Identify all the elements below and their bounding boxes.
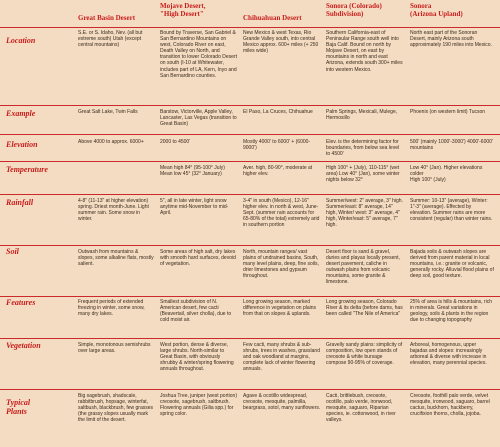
cell-location-mojave: Bound by Traverse, San Gabriel & San Bernardino Mountains on west, Colorado River on east, Death Valley on North, and transition to lower Colorado Desert on south (I-10 at Whitewater, includes part of LA, Kern, Inyo and San Bernardino counties. [160,30,237,79]
cell-vegetation-mojave: West portion, dense & diverse, large shrubs. North-similar to Great Basin, with obviously shrubby & winter/spring flowering annuals throughout. [160,342,234,373]
row-label-soil: Soil [6,247,19,256]
cell-vegetation-great-basin: Simple, monotonous semishrubs over large areas. [78,342,151,355]
cell-temperature-sonora-colorado: High 100° + (July), 110-115° (wet area) Low 40° (Jan), some winter nights below 32° [326,165,400,184]
cell-location-sonora-colorado: Southern California-east of Peninsular Range south well into Baja Calif. Bound on north by Mojave Desert, on east by mountains in north and east Arizona, extends south 300+ miles into western Mexico. [326,30,403,73]
cell-rainfall-mojave: 5", all in late winter, light snow anytime mid-November to mid-April. [160,198,229,217]
cell-example-great-basin: Great Salt Lake, Twin Falls [78,109,138,115]
cell-location-great-basin: S.E. or S. Idaho, Nev. (all but extreme south) Utah (except central mountains) [78,30,143,49]
cell-example-mojave: Barstow, Victorville, Apple Valley, Lancaster, Las Vegas (transition to Great Basin) [160,109,237,128]
cell-location-chihuahuan: New Mexico & west Texas, Rio Grande Valley south, into central Mexico approx. 600+ miles (+ 250 miles wide) [243,30,319,55]
column-header-mojave: Mojave Desert, "High Desert" [160,2,206,18]
cell-vegetation-sonora-colorado: Gravelly sandy plains: simplicity of composition, low open stands of creosote & white bursage compose 90-95% of coverage. [326,342,403,367]
cell-plants-chihuahuan: Agave & ocotillo widespread, creosote, mesquite, palmilla, beargrass, sotol, many sunflowers. [243,393,321,412]
cell-features-great-basin: Frequent periods of extended freezing in winter, some snow, many dry lakes. [78,299,145,318]
cell-rainfall-sonora-colorado: Summer/west: 2" average, 3" high. Summer/east: 8" average, 14" high, Winter/ west: 3" average, 4" high, Winter/east: 5" average, 7" high. [326,198,403,229]
row-separator [0,27,500,28]
column-header-great-basin: Great Basin Desert [78,14,136,22]
cell-temperature-great-basin [78,165,154,193]
cell-example-sonora-colorado: Palm Springs, Mexicali, Mulege, Hermosillo [326,109,398,122]
cell-rainfall-sonora-arizona: Summer: 10-13" (average), Winter: 1"-3" (average). Effected by elevation. Summer rains are more consistent (regular) than winter rains. [410,198,493,223]
cell-plants-sonora-colorado: Cacti, brittlebush, creosote, ocotillo, palo verde, ironwood, mesquite, saguaro, Riparian species, ie. cottonwood, in river valleys. [326,393,396,424]
cell-rainfall-great-basin: 4-8" (11-13" at higher elevation) spring. Driest month-June. Light summer rain. Some snow in winter. [78,198,149,223]
cell-elevation-great-basin: Above 4000 to approx. 6000+ [78,139,144,145]
row-separator [0,389,500,390]
row-label-features: Features [6,298,36,307]
cell-plants-great-basin: Big sagebrush, shadscale, rabbitbrush, hopsage, winterfat, saltbush, blackbrush, few grasses (the grassy slopes usually mark the limit of the desert. [78,393,154,424]
row-separator [0,245,500,246]
cell-features-chihuahuan: Long growing season, marked difference in vegetation on plains from that on slopes & uplands. [243,299,317,318]
row-label-example: Example [6,109,36,118]
cell-temperature-sonora-arizona: Low 40° (Jan). Higher elevations colder High 100° (July) [410,165,483,184]
cell-example-sonora-arizona: Phoenix (on western limit) Tucson [410,109,486,115]
row-separator [0,161,500,162]
column-header-sonora-colorado: Sonora (Colorado) Subdivision) [326,2,382,18]
row-label-location: Location [6,36,36,45]
cell-soil-sonora-arizona: Bajada soils & outwash slopes are derived from parent material in local mountains, i.e.: granite or volcanic, generally rocky. Alluvial flood plains of deep soil, good texture. [410,249,494,280]
cell-soil-mojave: Some areas of high salt, dry lakes with smooth hard surfaces, devoid of vegetation. [160,249,236,268]
row-label-typical-plants: Typical Plants [6,398,31,416]
cell-soil-chihuahuan: North, mountain ranges/ vast plains of undrained basins, South, many level plains, deep, fine soils, drier limestones and gypsum throughout. [243,249,319,280]
cell-temperature-mojave: Mean high 84° (95-100° July) Mean low 45° (32° January) [160,165,225,178]
cell-example-chihuahuan: El Paso, La Cruces, Chihuahue [243,109,313,115]
column-header-chihuahuan: Chihuahuan Desert [243,14,302,22]
cell-rainfall-chihuahuan: 3-4" in south (Mexico), 12-16" higher elev. in north & west, June-Sept. (summer rain accounts for 65-80% of the total) extremely arid in southern portion [243,198,320,229]
cell-soil-sonora-colorado: Desert floor is sand & gravel, duries and playas locally present, desert pavement, caliche in outwash plains from volcanic mountains, some granite & limestone. [326,249,400,286]
cell-elevation-mojave: 2000 to 4500' [160,139,191,145]
cell-features-sonora-colorado: Long growing season, Colorado River & its delta (before dams, has been called "The Nile of America" [326,299,403,318]
cell-location-sonora-arizona: North east part of the Sonoran Desert, mainly Arizona south approximately 190 miles into Mexico. [410,30,492,49]
cell-features-mojave: Smallest subdivision of N. American desert, few cacti (Beavertail, silver cholla), due to cold moist air. [160,299,232,324]
row-label-vegetation: Vegetation [6,341,41,350]
row-label-elevation: Elevation [6,140,38,149]
cell-plants-mojave: Joshua Tree, juniper (west portion) creosote, sagebrush, saltbrush. Flowering annuals (Gilia spp.) for spring color. [160,393,237,418]
row-separator [0,194,500,195]
row-separator [0,296,500,297]
cell-elevation-chihuahuan: Mostly 4000' to 6000' + (6000-9000') [243,139,311,152]
cell-temperature-chihuahuan: Aver. high, 80-90°, moderate at higher elev. [243,165,313,178]
cell-elevation-sonora-colorado: Elev. is the determining factor for boundaries, from below sea level to 4500' [326,139,400,158]
cell-vegetation-chihuahuan: Few cacti, many shrubs & sub-shrubs, trees in washes, grassland and oak woodland at margins, complete lack of winter flowering annuals. [243,342,320,373]
row-separator [0,105,500,106]
row-separator [0,338,500,339]
row-label-temperature: Temperature [6,165,48,174]
cell-vegetation-sonora-arizona: Arboreal, homogenous, upper bajadas and slopes: increasingly arboreal & diverse with increase in elevation, many perennial species. [410,342,487,367]
cell-plants-sonora-arizona: Creosote, foothill palo verde, velvet mesquite, ironwood, saguaro, barrel cactus, buckhorn, hackberry, crucifixion thorns, cholla, jojoba. [410,393,490,418]
cell-features-sonora-arizona: 25% of area is hills & mountains, rich in minerals. Great variations in geology, soils & plants in the region due to changing topography [410,299,492,324]
column-header-sonora-arizona: Sonora (Arizona Upland) [410,2,463,18]
row-separator [0,134,500,135]
cell-soil-great-basin: Outwash from mountains & slopes, some alkaline flats, mostly salient. [78,249,154,268]
row-label-rainfall: Rainfall [6,198,34,207]
cell-elevation-sonora-arizona: 500' (mainly 1000'-3000') 4000'-6000' mountains [410,139,493,152]
